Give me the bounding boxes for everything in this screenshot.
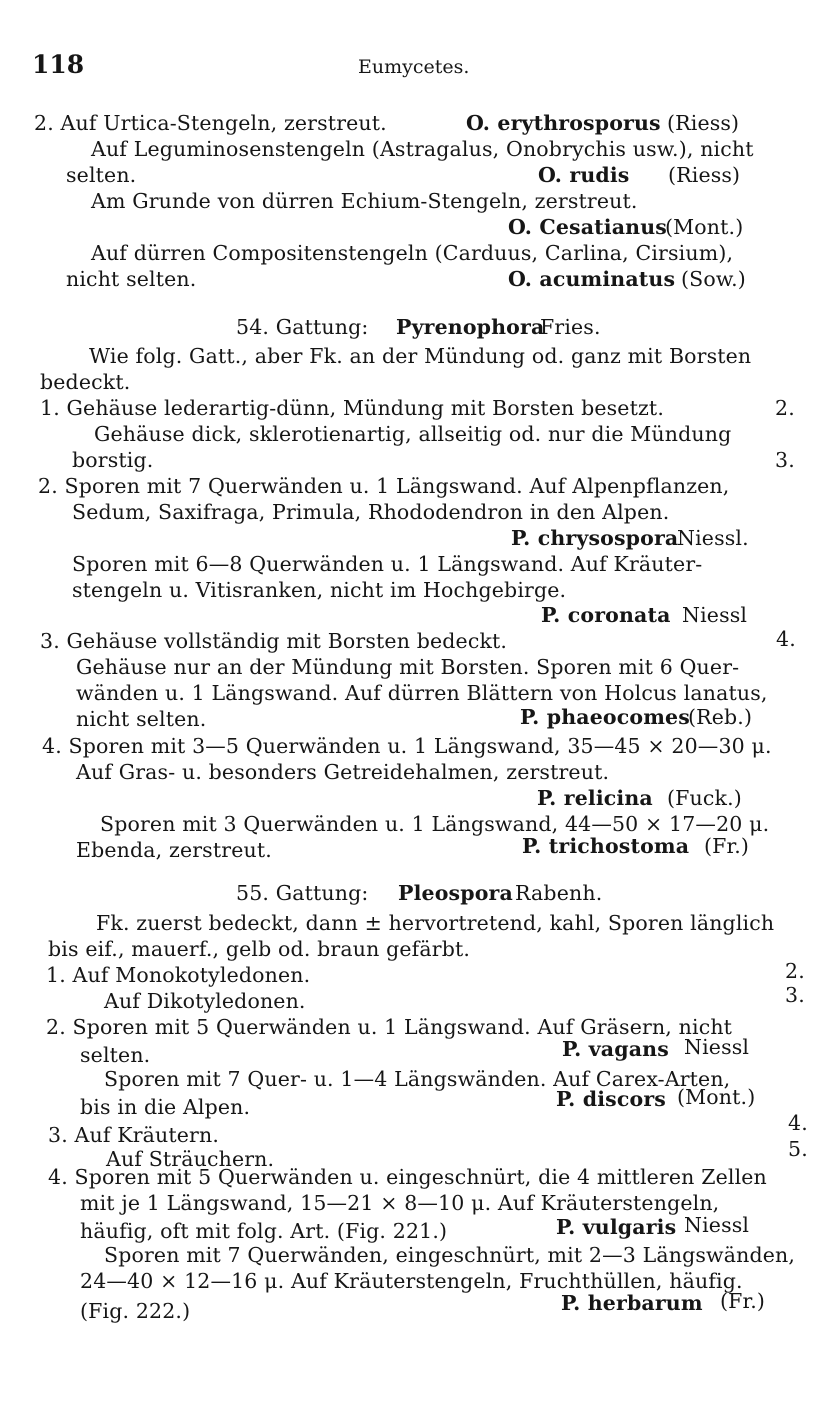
text-line: Gehäuse dick, sklerotienartig, allseitig od. nur die Mündung — [94, 422, 732, 446]
species-name: P. phaeocomes — [520, 705, 690, 729]
page-number: 118 — [32, 50, 85, 79]
running-title: Eumycetes. — [358, 56, 470, 78]
text-line: Gehäuse nur an der Mündung mit Borsten. Sporen mit 6 Quer- — [76, 655, 740, 679]
species-name: P. herbarum — [561, 1291, 703, 1315]
species-name: O. erythrosporus — [466, 111, 661, 135]
text-line: Sporen mit 6—8 Querwänden u. 1 Längswand. Auf Kräuter- — [72, 552, 703, 576]
text-line: 3. Gehäuse vollständig mit Borsten bedeckt. — [40, 629, 508, 653]
text-line: bis eif., mauerf., gelb od. braun gefärbt. — [48, 937, 471, 961]
text-line: Fk. zuerst bedeckt, dann ± hervortretend, kahl, Sporen länglich — [96, 911, 775, 935]
text-line: stengeln u. Vitisranken, nicht im Hochgebirge. — [72, 578, 567, 602]
text-line: Niessl — [684, 1213, 750, 1237]
text-line: (Sow.) — [681, 267, 746, 291]
text-line: selten. — [66, 163, 137, 187]
species-name: Pyrenophora — [396, 315, 545, 339]
text-line: Auf Leguminosenstengeln (Astragalus, Onobrychis usw.), nicht — [91, 137, 754, 161]
text-line: 1. Gehäuse lederartig-dünn, Mündung mit Borsten besetzt. — [40, 396, 664, 420]
text-line: Auf Sträuchern. — [106, 1147, 275, 1171]
text-line: 2. Sporen mit 5 Querwänden u. 1 Längswand. Auf Gräsern, nicht — [46, 1015, 733, 1039]
text-line: Auf Gras- u. besonders Getreidehalmen, zerstreut. — [76, 760, 610, 784]
text-line: 1. Auf Monokotyledonen. — [46, 963, 311, 987]
text-line: selten. — [80, 1043, 151, 1067]
text-line: (Mont.) — [677, 1085, 756, 1109]
species-name: O. Cesatianus — [508, 215, 667, 239]
text-line: (Fig. 222.) — [80, 1299, 191, 1323]
text-line: 4. — [776, 627, 796, 651]
text-line: (Fuck.) — [667, 786, 742, 810]
text-line: 5. — [788, 1137, 808, 1161]
species-name: O. rudis — [538, 163, 630, 187]
text-line: wänden u. 1 Längswand. Auf dürren Blättern von Holcus lanatus, — [76, 681, 768, 705]
text-line: Rabenh. — [515, 881, 603, 905]
text-line: mit je 1 Längswand, 15—21 × 8—10 μ. Auf Kräuterstengeln, — [80, 1191, 720, 1215]
text-line: 2. Sporen mit 7 Querwänden u. 1 Längswand. Auf Alpenpflanzen, — [38, 474, 730, 498]
species-name: O. acuminatus — [508, 267, 676, 291]
text-line: 2. — [785, 959, 805, 983]
text-line: Wie folg. Gatt., aber Fk. an der Mündung od. ganz mit Borsten — [89, 344, 752, 368]
species-name: P. vagans — [562, 1037, 669, 1061]
species-name: P. trichostoma — [522, 834, 690, 858]
text-line: 2. Auf Urtica-Stengeln, zerstreut. — [34, 111, 387, 135]
text-line: Fries. — [540, 315, 601, 339]
text-line: 2. — [775, 396, 795, 420]
text-line: (Riess) — [667, 111, 740, 135]
text-line: 55. Gattung: — [236, 881, 369, 905]
text-line: (Mont.) — [665, 215, 744, 239]
text-line: 54. Gattung: — [236, 315, 369, 339]
text-line: Auf dürren Compositenstengeln (Carduus, Carlina, Cirsium), — [91, 241, 734, 265]
species-name: P. coronata — [541, 603, 671, 627]
text-line: häufig, oft mit folg. Art. (Fig. 221.) — [80, 1219, 448, 1243]
text-line: (Fr.) — [704, 834, 750, 858]
text-line: (Riess) — [668, 163, 741, 187]
text-line: nicht selten. — [76, 707, 207, 731]
text-line: bis in die Alpen. — [80, 1095, 251, 1119]
text-line: Sporen mit 7 Quer- u. 1—4 Längswänden. Auf Carex-Arten, — [104, 1067, 731, 1091]
text-line: Auf Dikotyledonen. — [104, 989, 306, 1013]
text-line: 3. — [785, 983, 805, 1007]
text-line: 4. Sporen mit 5 Querwänden u. eingeschnürt, die 4 mittleren Zellen — [48, 1165, 767, 1189]
species-name: P. vulgaris — [556, 1215, 677, 1239]
text-line: Ebenda, zerstreut. — [76, 838, 272, 862]
text-line: Niessl — [682, 603, 748, 627]
text-line: 3. Auf Kräutern. — [48, 1123, 220, 1147]
text-line: 4. Sporen mit 3—5 Querwänden u. 1 Längswand, 35—45 × 20—30 μ. — [42, 734, 772, 758]
text-line: borstig. — [72, 448, 154, 472]
species-name: P. relicina — [537, 786, 653, 810]
text-line: Am Grunde von dürren Echium-Stengeln, zerstreut. — [91, 189, 638, 213]
text-line: bedeckt. — [40, 370, 131, 394]
text-line: nicht selten. — [66, 267, 197, 291]
text-line: 3. — [775, 448, 795, 472]
text-line: Sedum, Saxifraga, Primula, Rhododendron in den Alpen. — [72, 500, 670, 524]
species-name: P. chrysospora — [511, 526, 679, 550]
species-name: P. discors — [556, 1087, 666, 1111]
text-line: Niessl — [684, 1035, 750, 1059]
text-line: (Fr.) — [720, 1289, 766, 1313]
species-name: Pleospora — [398, 881, 513, 905]
text-line: Sporen mit 7 Querwänden, eingeschnürt, mit 2—3 Längswänden, — [104, 1243, 796, 1267]
text-line: 4. — [788, 1111, 808, 1135]
text-line: Sporen mit 3 Querwänden u. 1 Längswand, 44—50 × 17—20 μ. — [100, 812, 770, 836]
text-line: 24—40 × 12—16 μ. Auf Kräuterstengeln, Fruchthüllen, häufig. — [80, 1269, 743, 1293]
text-line: (Reb.) — [688, 705, 753, 729]
text-line: Niessl. — [677, 526, 749, 550]
